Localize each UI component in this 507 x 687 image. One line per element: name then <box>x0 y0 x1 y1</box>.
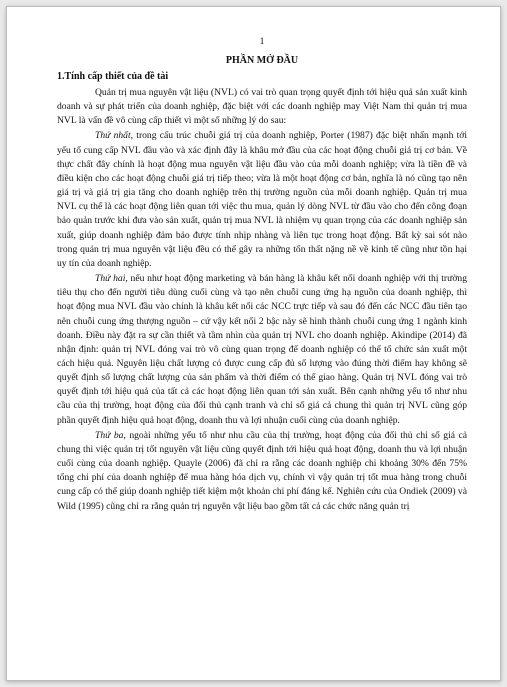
paragraph-text: , trong cấu trúc chuỗi giá trị của doanh nghiệp, Porter (1987) đặc biệt nhấn mạnh tới yếu tố cung cấp NVL đầu vào và xác định đây là khâu mở đầu của các hoạt động chuỗi giá trị cơ bản. Về thực chất đây chính là hoạt động mua nguyên vật liệu đầu vào của mỗi doanh nghiệp; vừa là tiền đề và điều kiện cho các hoạt động chuỗi giá trị tiếp theo; vừa là một hoạt động cơ bản, nghĩa là nó cũng tạo nên giá trị và giá trị gia tăng cho doanh nghiệp trên thị trường nguồn của mỗi doanh nghiệp. Quản trị mua NVL cụ thể là các hoạt động liên quan tới việc thu mua, quản lý dòng NVL từ đầu vào cho đến công đoạn bảo quản trước khi đưa vào sản xuất, quản trị mua NVL là nhiệm vụ quan trọng của các doanh nghiệp sản xuất, giúp doanh nghiệp đảm bảo được tính nhịp nhàng và liên tục trong hoạt động. Bất kỳ sai sót nào trong quản trị mua nguyên vật liệu đều có thể gây ra những tổn thất nặng nề về kinh tế cũng như tồn hại uy tín của doanh nghiệp. <box>57 130 468 269</box>
paragraph-second <box>57 272 467 428</box>
paragraph-first <box>57 129 467 271</box>
paragraph-intro <box>57 86 467 128</box>
paragraph-lead: Thứ ba <box>95 429 124 441</box>
paragraph-lead: Thứ hai <box>95 273 126 285</box>
paragraph-lead: Thứ nhất <box>95 130 131 142</box>
section-heading: 1.Tính cấp thiết của đề tài <box>57 71 169 82</box>
page-content <box>57 35 467 515</box>
paragraph-text: , ngoài những yếu tố như nhu cầu của thị trường, hoạt động của đối thủ chỉ số giá cả chung thì việc quản trị tốt nguyên vật liệu cũng quyết định tới hiệu quả hoạt động, doanh thu và lợi nhuận cuối cùng của doanh nghiệp. Quayle (2006) đã chỉ ra rằng các doanh nghiệp chi khoảng 30% đến 75% tổng chi phí của doanh nghiệp để mua hàng hóa dịch vụ, chính vì vậy quản trị tốt mua hàng trong chuỗi cung cấp có thể giúp doanh nghiệp tiết kiệm một khoản chi phí đáng kể. Nghiên cứu của Ondiek (2009) và Wild (1995) cũng chỉ ra rằng quản trị nguyên vật liệu bao gồm tất cả các chức năng quản trị <box>57 429 467 512</box>
document-page <box>6 6 501 681</box>
chapter-title: PHẦN MỞ ĐẦU <box>225 55 299 66</box>
page-number: 1 <box>259 36 265 47</box>
paragraph-text: , nếu như hoạt động marketing và bán hàng là khâu kết nối doanh nghiệp với thị trường tiêu thụ cho đến người tiêu dùng cuối cùng và tạo nên chuỗi cung ứng hạ nguồn của doanh nghiệp, thì hoạt động mua NVL đầu vào chính là khâu kết nối các NCC trực tiếp và sau đó đến các NCC đầu tiên tạo nên chuỗi cung ứng thượng nguồn – cứ vậy kết nối 2 bậc này sẽ hình thành chuỗi cung ứng 1 ngành kinh doanh. Điều này đặt ra sự cần thiết và tầm nhìn của quản trị NVL cho doanh nghiệp. Akindipe (2014) đã nhận định: quản trị NVL đóng vai trò vô cùng quan trọng để doanh nghiệp có thể tổ chức sản xuất một cách hiệu quả. Nguyên liệu chất lượng có được cung cấp đủ số lượng vào đúng thời điểm hay không sẽ quyết định số lượng chất lượng của sản phẩm và thời điểm có thể giao hàng. Quản trị NVL đóng vai trò quyết định tới hiệu quả của tất cả các hoạt động liên quan tới sản xuất. Bên cạnh những yếu tố như nhu cầu của thị trường, hoạt động của đối thủ cạnh tranh và chỉ số giá cả chung thì quản trị NVL cũng góp phần quyết định hiệu quả hoạt động, doanh thu và lợi nhuận cuối cùng của doanh nghiệp. <box>57 273 467 426</box>
paragraph-third <box>57 429 467 514</box>
paragraph-text: Quản trị mua nguyên vật liệu (NVL) có vai trò quan trọng quyết định tới hiệu quả sản xuất kinh doanh và sự phát triển của doanh nghiệp, đặc biệt với các doanh nghiệp may Việt Nam thì quản trị mua NVL là vấn đề vô cùng cấp thiết vì một số những lý do sau: <box>57 87 467 127</box>
